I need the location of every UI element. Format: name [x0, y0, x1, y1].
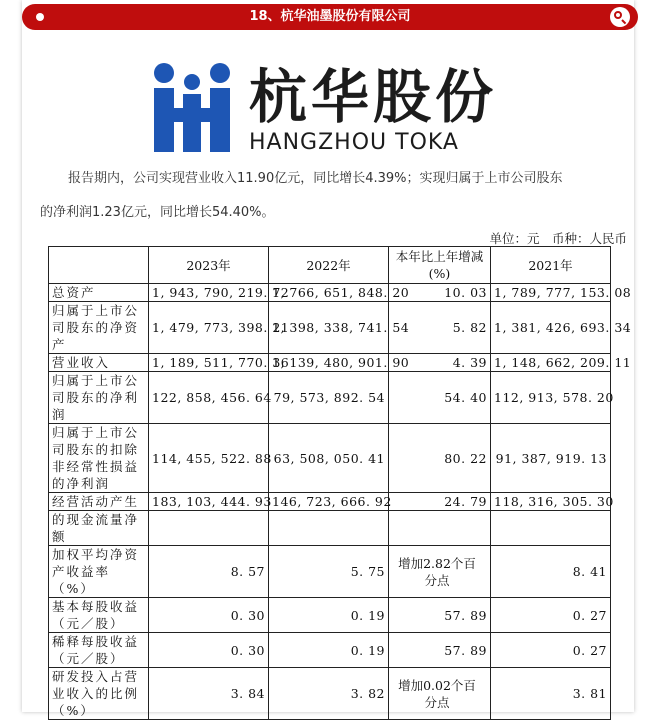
cell-2023: 1, 479, 773, 398. 21 — [149, 302, 269, 354]
header-cell-empty — [49, 247, 149, 284]
logo-mark-icon — [145, 60, 240, 155]
cell-2022 — [269, 511, 389, 546]
intro-paragraph — [40, 162, 620, 230]
table-row — [49, 598, 611, 633]
cell-2023: 1, 189, 511, 770. 36 — [149, 354, 269, 372]
cell-change: 5. 82 — [389, 302, 491, 354]
cell-2023: 0. 30 — [149, 598, 269, 633]
cell-2023: 0. 30 — [149, 633, 269, 668]
financial-table — [48, 246, 632, 720]
units-note: 单位：元 币种：人民币 — [489, 231, 627, 246]
table-row — [49, 424, 611, 493]
row-label: 的现金流量净额 — [49, 511, 149, 546]
table-row — [49, 546, 611, 598]
cell-2021: 112, 913, 578. 20 — [491, 372, 611, 424]
header-cell-change: 本年比上年增减(%) — [389, 247, 491, 284]
intro-line-1: 报告期内，公司实现营业收入11.90亿元，同比增长4.39%；实现归属于上市公司股东 — [68, 171, 563, 186]
cell-2022: 79, 573, 892. 54 — [269, 372, 389, 424]
cell-2022: 3. 82 — [269, 668, 389, 720]
row-label: 归属于上市公司股东的净资产 — [49, 302, 149, 354]
cell-change — [389, 546, 491, 598]
header-cell-2023: 2023年 — [149, 247, 269, 284]
cell-change: 4. 39 — [389, 354, 491, 372]
section-title: 18、杭华油墨股份有限公司 — [249, 9, 411, 24]
cell-2022: 5. 75 — [269, 546, 389, 598]
table-row — [49, 302, 611, 354]
table-row — [49, 493, 611, 511]
cell-change: 10. 03 — [389, 284, 491, 302]
cell-change: 54. 40 — [389, 372, 491, 424]
cell-2022: 146, 723, 666. 92 — [269, 493, 389, 511]
cell-2021: 3. 81 — [491, 668, 611, 720]
cell-2023: 1, 943, 790, 219. 72 — [149, 284, 269, 302]
cell-2021: 91, 387, 919. 13 — [491, 424, 611, 493]
cell-change — [389, 668, 491, 720]
table-row — [49, 668, 611, 720]
logo-english-name: HANGZHOU TOKA — [249, 130, 459, 155]
cell-2021: 118, 316, 305. 30 — [491, 493, 611, 511]
cell-2021: 1, 148, 662, 209. 11 — [491, 354, 611, 372]
cell-change — [389, 511, 491, 546]
intro-line-2: 的净利润1.23亿元，同比增长54.40%。 — [40, 205, 275, 220]
header-cell-2021: 2021年 — [491, 247, 611, 284]
cell-2022: 0. 19 — [269, 598, 389, 633]
cell-change: 24. 79 — [389, 493, 491, 511]
table-row — [49, 633, 611, 668]
change-note: 增加2.82个百分点 — [398, 555, 476, 588]
logo-chinese-name: 杭华股份 — [249, 63, 498, 131]
header-cell-2022: 2022年 — [269, 247, 389, 284]
cell-2021: 1, 789, 777, 153. 08 — [491, 284, 611, 302]
cell-2022: 1, 398, 338, 741. 54 — [269, 302, 389, 354]
cell-2021: 1, 381, 426, 693. 34 — [491, 302, 611, 354]
row-label: 加权平均净资产收益率（%） — [49, 546, 149, 598]
cell-2023 — [149, 511, 269, 546]
row-label: 经营活动产生 — [49, 493, 149, 511]
cell-change: 57. 89 — [389, 598, 491, 633]
table-header-row — [49, 247, 611, 284]
cell-2021: 0. 27 — [491, 633, 611, 668]
table-row — [49, 354, 611, 372]
cell-change: 57. 89 — [389, 633, 491, 668]
cell-2022: 1, 139, 480, 901. 90 — [269, 354, 389, 372]
row-label: 总资产 — [49, 284, 149, 302]
row-label: 稀释每股收益（元／股） — [49, 633, 149, 668]
cell-change: 80. 22 — [389, 424, 491, 493]
cell-2022: 63, 508, 050. 41 — [269, 424, 389, 493]
row-label: 研发投入占营业收入的比例（%） — [49, 668, 149, 720]
cell-2021: 0. 27 — [491, 598, 611, 633]
cell-2021 — [491, 511, 611, 546]
cell-2021: 8. 41 — [491, 546, 611, 598]
table-row — [49, 511, 611, 546]
cell-2022: 1, 766, 651, 848. 20 — [269, 284, 389, 302]
row-label: 基本每股收益（元／股） — [49, 598, 149, 633]
cell-2023: 183, 103, 444. 93 — [149, 493, 269, 511]
search-icon[interactable] — [610, 7, 630, 27]
row-label: 归属于上市公司股东的净利润 — [49, 372, 149, 424]
row-label: 归属于上市公司股东的扣除非经常性损益的净利润 — [49, 424, 149, 493]
cell-2023: 114, 455, 522. 88 — [149, 424, 269, 493]
change-note: 增加0.02个百分点 — [398, 677, 476, 710]
cell-2023: 8. 57 — [149, 546, 269, 598]
table-row — [49, 284, 611, 302]
cell-2023: 122, 858, 456. 64 — [149, 372, 269, 424]
cell-2022: 0. 19 — [269, 633, 389, 668]
table-row — [49, 372, 611, 424]
row-label: 营业收入 — [49, 354, 149, 372]
section-header — [22, 4, 638, 30]
cell-2023: 3. 84 — [149, 668, 269, 720]
